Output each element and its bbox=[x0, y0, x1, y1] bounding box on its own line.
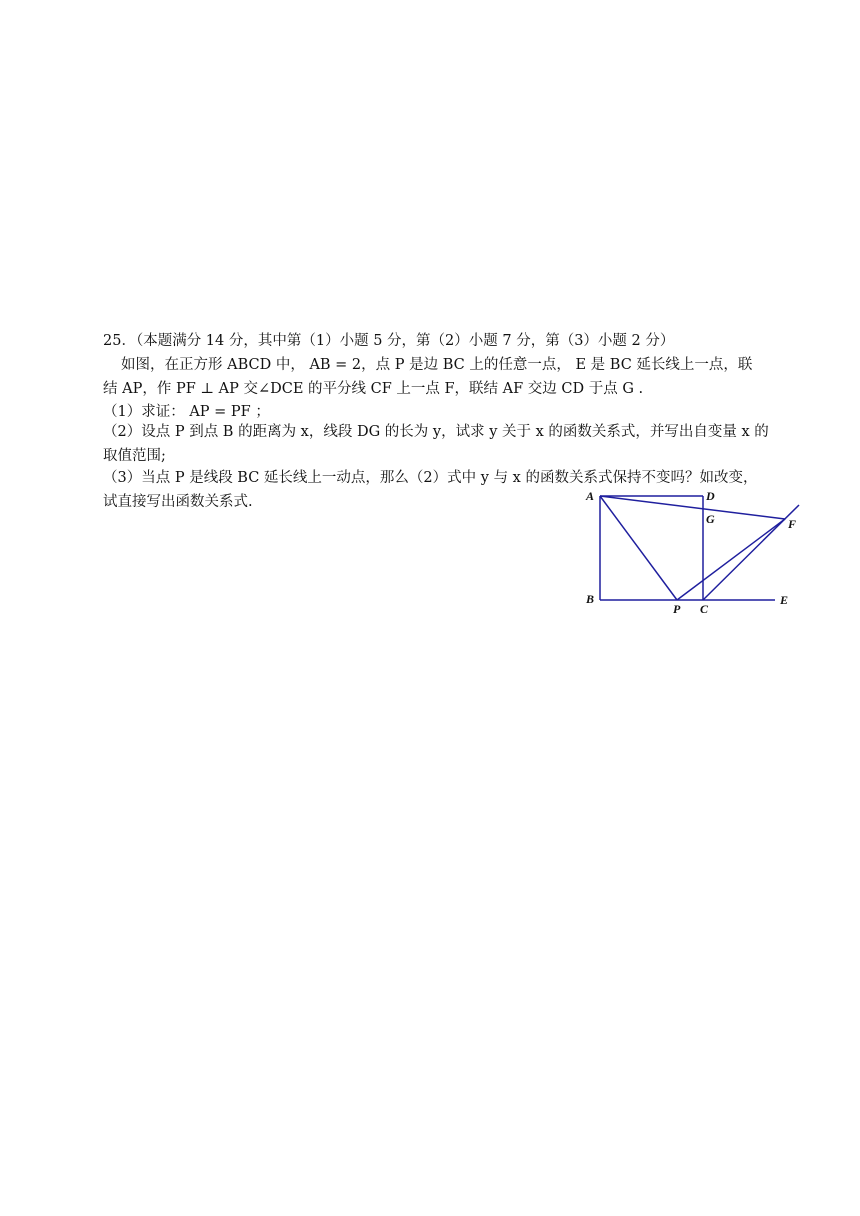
segment-AP bbox=[600, 496, 677, 600]
label-F: F bbox=[788, 517, 797, 531]
segment-AF bbox=[600, 496, 785, 519]
segment-PF bbox=[677, 519, 785, 600]
label-E: E bbox=[780, 593, 789, 607]
geometry-figure bbox=[580, 486, 810, 621]
label-P: P bbox=[673, 602, 681, 616]
question-3-line-1: （3）当点 P 是线段 BC 延长线上一动点，那么（2）式中 y 与 x 的函数关系式保持不变吗？如改变， bbox=[103, 470, 758, 486]
question-3-line-2: 试直接写出函数关系式. bbox=[103, 494, 253, 510]
problem-stem-line-2: 结 AP，作 PF ⊥ AP 交∠DCE 的平分线 CF 上一点 F，联结 AF 交边 CD 于点 G . bbox=[103, 381, 644, 397]
label-B: B bbox=[586, 592, 595, 606]
question-2-line-2: 取值范围; bbox=[103, 448, 166, 464]
label-C: C bbox=[700, 602, 709, 616]
label-G: G bbox=[706, 512, 715, 526]
figure-lines bbox=[600, 496, 799, 600]
label-D: D bbox=[706, 489, 715, 503]
question-2-line-1: （2）设点 P 到点 B 的距离为 x，线段 DG 的长为 y，试求 y 关于 x 的函数关系式，并写出自变量 x 的 bbox=[103, 424, 769, 440]
label-A: A bbox=[586, 489, 595, 503]
question-1: （1）求证： AP = PF ； bbox=[103, 404, 270, 420]
problem-stem-line-1: 如图，在正方形 ABCD 中， AB = 2，点 P 是边 BC 上的任意一点， E 是 BC 延长线上一点，联 bbox=[121, 357, 753, 373]
problem-header: 25．（本题满分 14 分，其中第（1）小题 5 分，第（2）小题 7 分，第（3）小题 2 分） bbox=[103, 333, 675, 349]
